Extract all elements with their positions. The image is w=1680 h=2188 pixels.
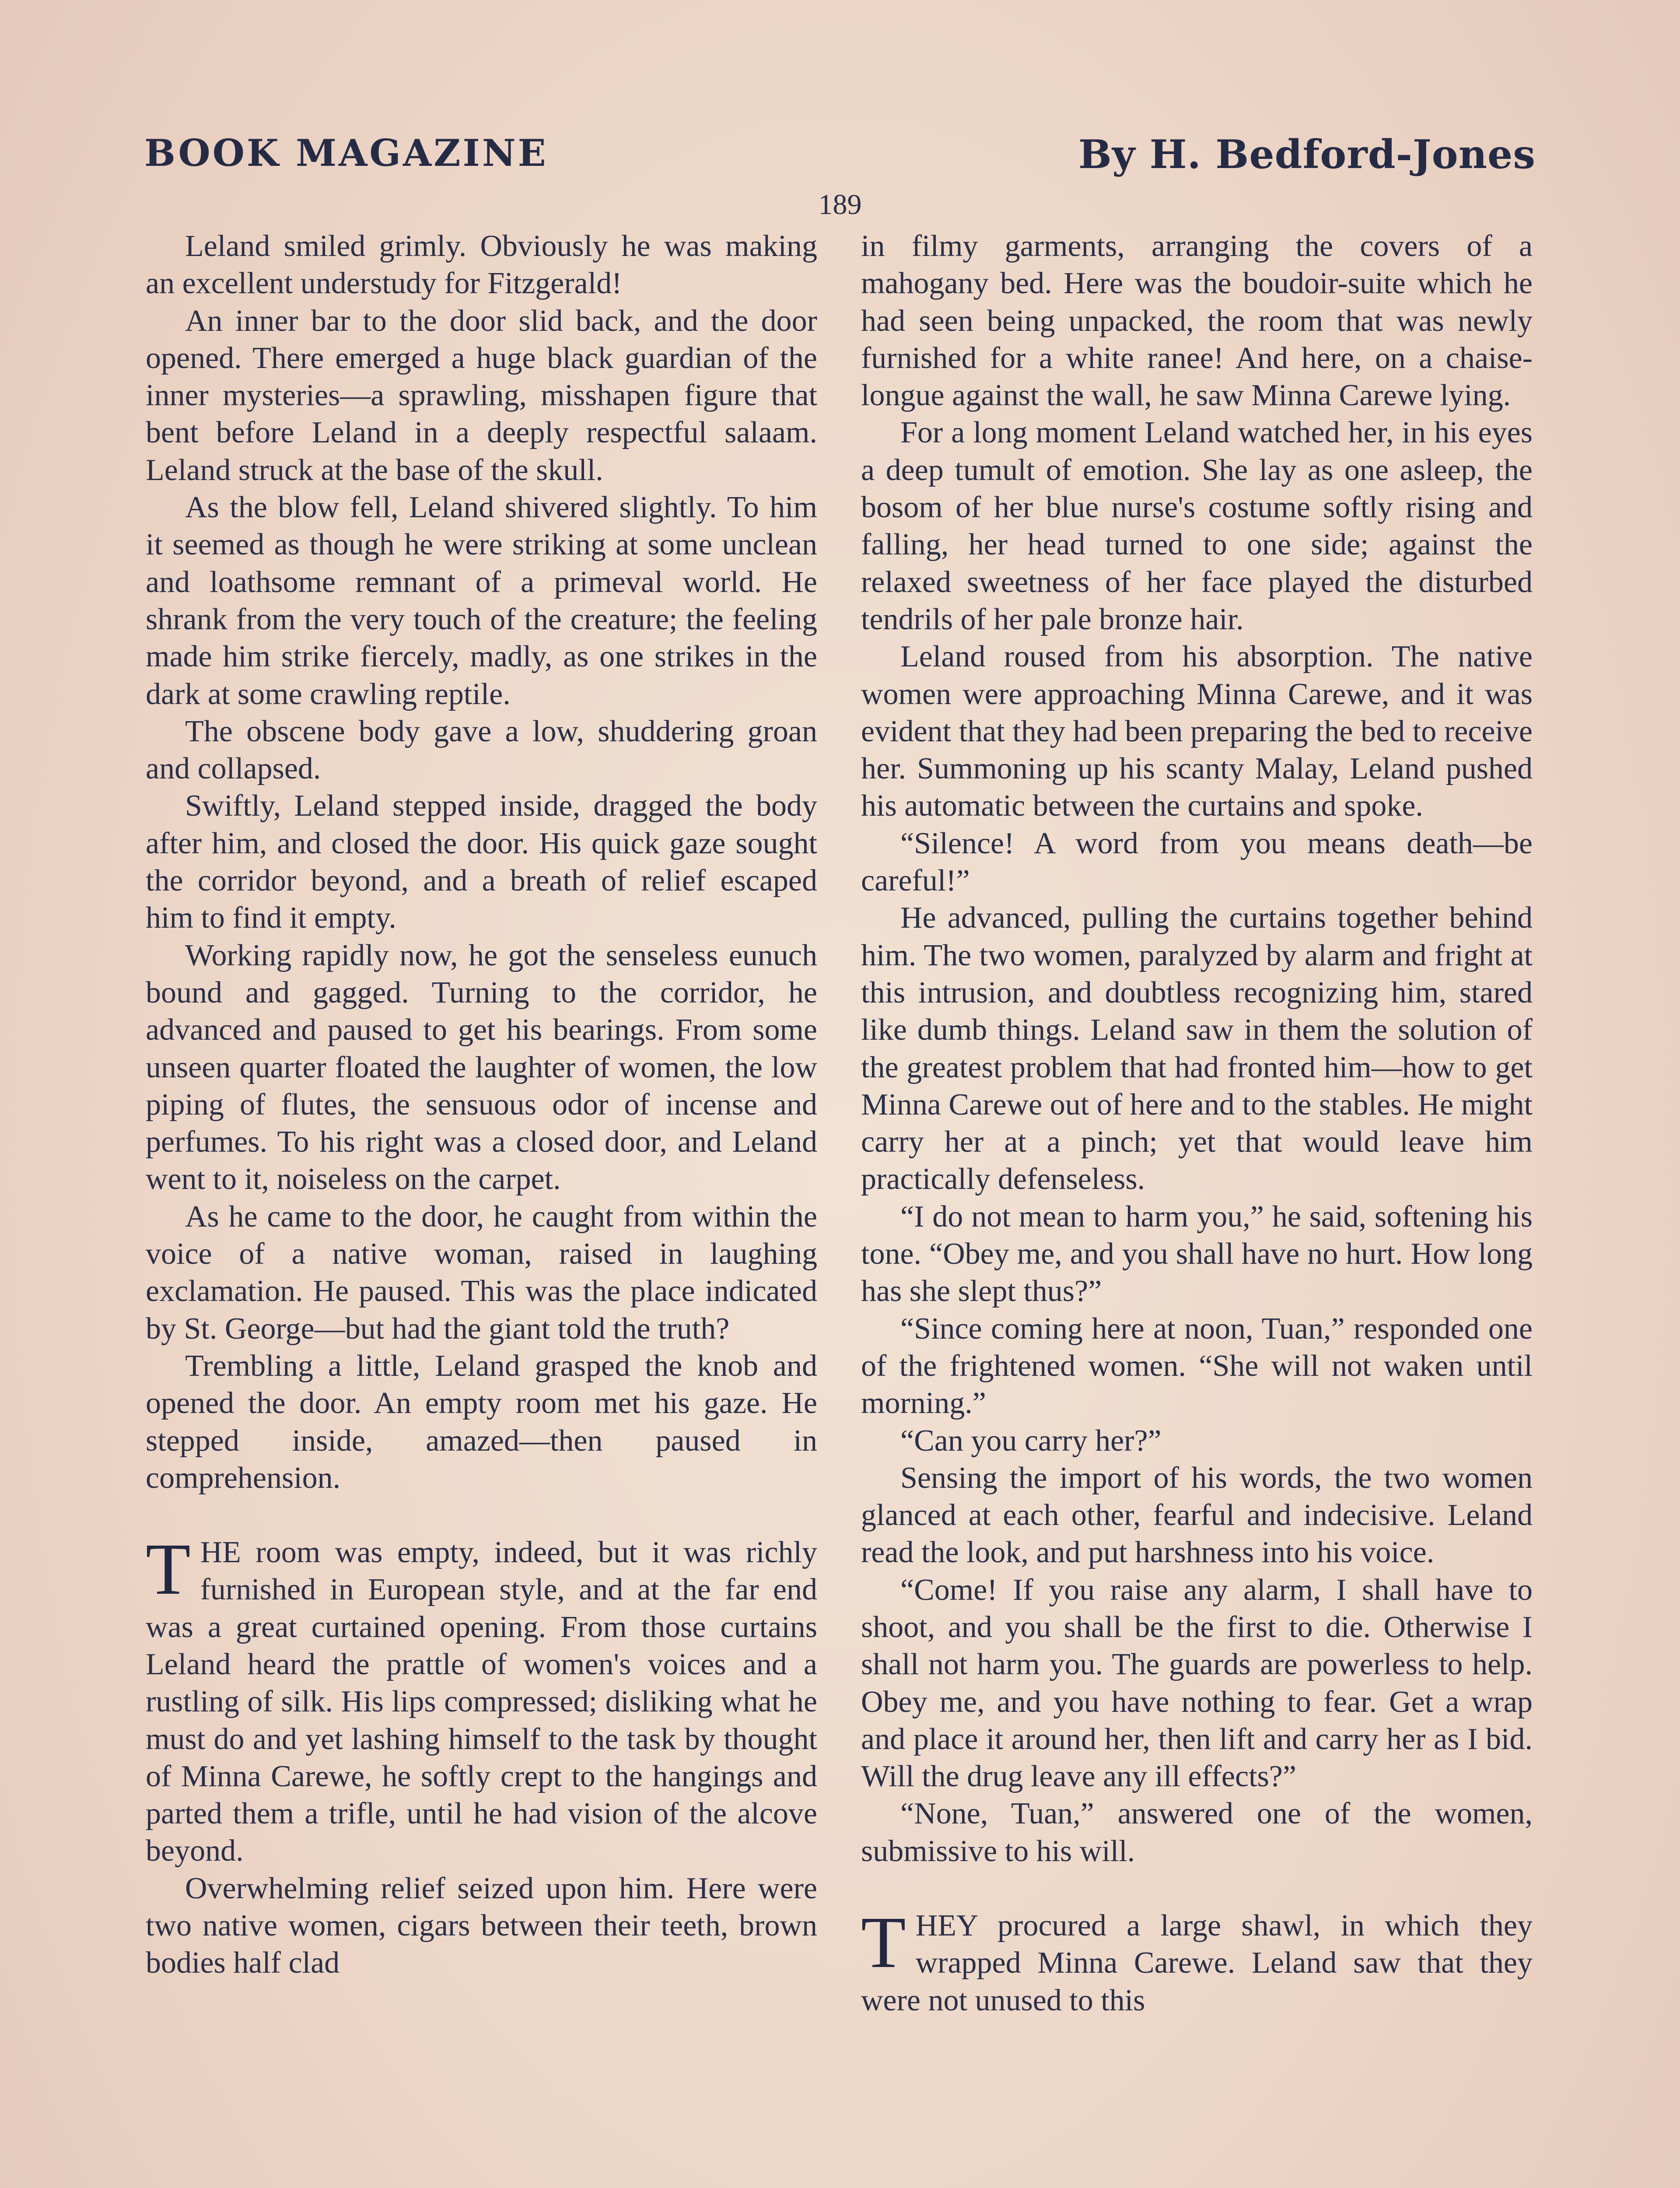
paragraph: Sensing the import of his words, the two women glanced at each other, fearful and indecisive. Leland read the look, and put harshness into his voice. [861,1461,1533,1570]
paragraph: As the blow fell, Leland shivered slightly. To him it seemed as though he were striking at some unclean and loathsome remnant of a primeval world. He shrank from the very touch of the creature; the feeling made him strike fiercely, madly, as one strikes in the dark at some crawling reptile. [146,491,817,711]
paragraph: Leland roused from his absorption. The native women were approaching Minna Carewe, and it was evident that they had been preparing the bed to receive her. Summoning up his scanty Malay, Leland pushed his automatic between the curtains and spoke. [861,640,1533,823]
paragraph: An inner bar to the door slid back, and the door opened. There emerged a huge black guardian of the inner mysteries—a sprawling, misshapen figure that bent before Leland in a deeply respectful salaam. Leland struck at the base of the skull. [146,304,817,487]
paragraph: “Since coming here at noon, Tuan,” responded one of the frightened women. “She will not waken until morning.” [861,1311,1533,1420]
paragraph: Swiftly, Leland stepped inside, dragged the body after him, and closed the door. His quick gaze sought the corridor beyond, and a breath of relief escaped him to find it empty. [146,789,817,935]
page-number: 189 [818,189,862,221]
continued-paragraph: in filmy garments, arranging the covers of a mahogany bed. Here was the boudoir-suite which he had seen being unpacked, the room that was newly furnished for a white ranee! And here, on a chaise-longue against the wall, he saw Minna Carewe lying. [861,229,1533,413]
paragraph: Trembling a little, Leland grasped the knob and opened the door. An empty room met his gaze. He stepped inside, amazed—then paused in comprehension. [146,1349,817,1495]
paragraph: “None, Tuan,” answered one of the women, submissive to his will. [861,1797,1533,1868]
magazine-title-header: BOOK MAGAZINE [144,131,548,175]
paragraph: As he came to the door, he caught from within the voice of a native woman, raised in laughing exclamation. He paused. This was the place indicated by St. George—but had the giant told the truth? [146,1199,817,1346]
paragraph: He advanced, pulling the curtains together behind him. The two women, paralyzed by alarm and fright at this intrusion, and doubtless recognizing him, stared like dumb things. Leland saw in them the solution of the greatest problem that had fronted him—how to get Minna Carewe out of here and to the stables. He might carry her at a pinch; yet that would leave him practically defenseless. [861,901,1533,1196]
paragraph: Overwhelming relief seized upon him. Here were two native women, cigars between their teeth, brown bodies half clad [146,1871,817,1980]
right-text-column [861,228,1533,2019]
section-opening-paragraph [861,1902,1533,2019]
paragraph: “Come! If you raise any alarm, I shall have to shoot, and you shall be the first to die. Otherwise I shall not harm you. The guards are powerless to help. Obey me, and you have nothing to fear. Get a wrap and place it around her, then lift and carry her as I bid. Will the drug leave any ill effects?” [861,1573,1533,1794]
paragraph: “Silence! A word from you means death—be careful!” [861,826,1533,898]
paragraph: Working rapidly now, he got the senseless eunuch bound and gagged. Turning to the corridor, he advanced and paused to get his bearings. From some unseen quarter floated the laughter of women, the low piping of flutes, the sensuous odor of incense and perfumes. To his right was a closed door, and Leland went to it, noiseless on the carpet. [146,938,817,1196]
left-text-column [146,228,817,1982]
section-opening-paragraph [146,1529,817,1870]
drop-cap: T [146,1529,191,1610]
paragraph: For a long moment Leland watched her, in his eyes a deep tumult of emotion. She lay as one asleep, the bosom of her blue nurse's costume softly rising and falling, her head turned to one side; against the relaxed sweetness of her face played the disturbed tendrils of her pale bronze hair. [861,416,1533,636]
paragraph: “I do not mean to harm you,” he said, softening his tone. “Obey me, and you shall have no hurt. How long has she slept thus?” [861,1199,1533,1308]
section-opening-text: HEY procured a large shawl, in which they wrapped Minna Carewe. Leland saw that they were not unused to this [861,1909,1533,2017]
paragraph: The obscene body gave a low, shuddering groan and collapsed. [146,714,817,786]
drop-cap: T [861,1902,906,1984]
paragraph: Leland smiled grimly. Obviously he was making an excellent understudy for Fitzgerald! [146,229,817,301]
section-opening-text: HE room was empty, indeed, but it was richly furnished in European style, and at the far end was a great curtained opening. From those curtains Leland heard the prattle of women's voices and a rustling of silk. His lips compressed; disliking what he must do and yet lashing himself to the task by thought of Minna Carewe, he softly crept to the hangings and parted them a trifle, until he had vision of the alcove beyond. [146,1536,817,1868]
author-byline-header: By H. Bedford-Jones [1078,131,1536,178]
paragraph: “Can you carry her?” [900,1424,1162,1458]
